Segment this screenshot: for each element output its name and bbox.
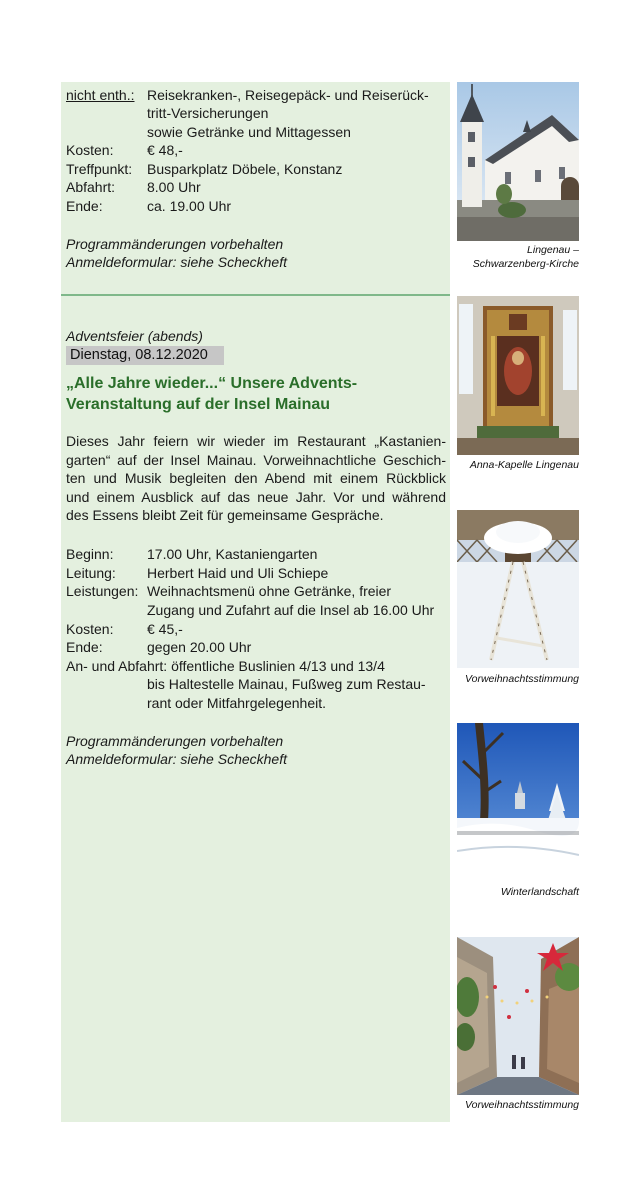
registration-note: Anmeldeformular: siehe Scheckheft <box>66 254 287 270</box>
event-cost-value: € 45,- <box>147 621 183 637</box>
caption-line: Winterlandschaft <box>500 886 579 898</box>
departure-value: 8.00 Uhr <box>147 179 201 195</box>
travel-line1: An- und Abfahrt: öffentliche Buslinien 4/13 und 13/4 <box>66 658 385 674</box>
event-changes-note: Programmänderungen vorbehalten <box>66 733 284 749</box>
event-title-line1: „Alle Jahre wieder...“ Unsere Advents- <box>66 375 358 392</box>
altar-photo-caption <box>455 459 579 473</box>
winter-landscape-caption <box>455 886 579 900</box>
travel-line3: rant oder Mitfahrgelegenheit. <box>147 695 326 711</box>
caption-line: Anna-Kapelle Lingenau <box>469 459 579 471</box>
changes-note: Programmänderungen vorbehalten <box>66 236 284 252</box>
event-title <box>66 373 446 415</box>
caption-line: Lingenau – <box>527 244 579 256</box>
altar-photo <box>457 296 579 455</box>
event-date-badge: Dienstag, 08.12.2020 <box>66 346 224 365</box>
travel-line2: bis Haltestelle Mainau, Fußweg zum Restau- <box>147 676 426 692</box>
winter-landscape-photo <box>457 723 579 882</box>
description-line: garten“ auf der Insel Mainau. Vorweihnachtliche Geschich- <box>66 451 446 468</box>
event-cost-label: Kosten: <box>66 621 114 637</box>
cost-label: Kosten: <box>66 142 114 158</box>
event-description <box>66 432 446 525</box>
description-line: Dieses Jahr feiern wir wieder im Restaurant „Kastanien- <box>66 433 446 449</box>
description-line: des Essens bleibt Zeit für gemeinsame Gespräche. <box>66 507 384 523</box>
excluded-text-line1: Reisekranken-, Reisegepäck- und Reiserück- <box>147 87 429 103</box>
excluded-text-line2: tritt-Versicherungen <box>147 105 269 121</box>
event-end-value: gegen 20.00 Uhr <box>147 639 252 655</box>
begin-label: Beginn: <box>66 546 114 562</box>
services-label: Leistungen: <box>66 583 139 599</box>
end-label: Ende: <box>66 198 103 214</box>
description-line: und einem Ausblick auf das neue Jahr. Vor und während <box>66 488 446 505</box>
church-photo <box>457 82 579 241</box>
services-value-line1: Weihnachtsmenü ohne Getränke, freier <box>147 583 392 599</box>
description-line: ten und Musik begleiten den Abend mit einem Rückblick <box>66 470 446 486</box>
lead-label: Leitung: <box>66 565 116 581</box>
cost-value: € 48,- <box>147 142 183 158</box>
church-photo-caption <box>455 244 579 271</box>
begin-value: 17.00 Uhr, Kastaniengarten <box>147 546 318 562</box>
caption-line: Vorweihnachtsstimmung <box>465 1099 579 1111</box>
event-registration-note: Anmeldeformular: siehe Scheckheft <box>66 751 287 767</box>
meeting-point-value: Busparkplatz Döbele, Konstanz <box>147 161 343 177</box>
event-category: Adventsfeier (abends) <box>66 328 203 344</box>
lead-value: Herbert Haid und Uli Schiepe <box>147 565 329 581</box>
services-value-line2: Zugang und Zufahrt auf die Insel ab 16.00 Uhr <box>147 602 435 618</box>
caption-line: Vorweihnachtsstimmung <box>465 673 579 685</box>
section-divider <box>61 294 450 296</box>
snow-birdhouse-photo <box>457 510 579 668</box>
snow-birdhouse-caption <box>455 673 579 687</box>
excluded-text-line3: sowie Getränke und Mittagessen <box>147 124 351 140</box>
excluded-label: nicht enth.: <box>66 87 135 103</box>
end-value: ca. 19.00 Uhr <box>147 198 232 214</box>
event-title-line2: Veranstaltung auf der Insel Mainau <box>66 396 331 413</box>
event-end-label: Ende: <box>66 639 103 655</box>
meeting-point-label: Treffpunkt: <box>66 161 133 177</box>
caption-line: Schwarzenberg-Kirche <box>472 257 579 270</box>
departure-label: Abfahrt: <box>66 179 116 195</box>
festive-street-caption <box>455 1099 579 1113</box>
festive-street-photo <box>457 937 579 1095</box>
